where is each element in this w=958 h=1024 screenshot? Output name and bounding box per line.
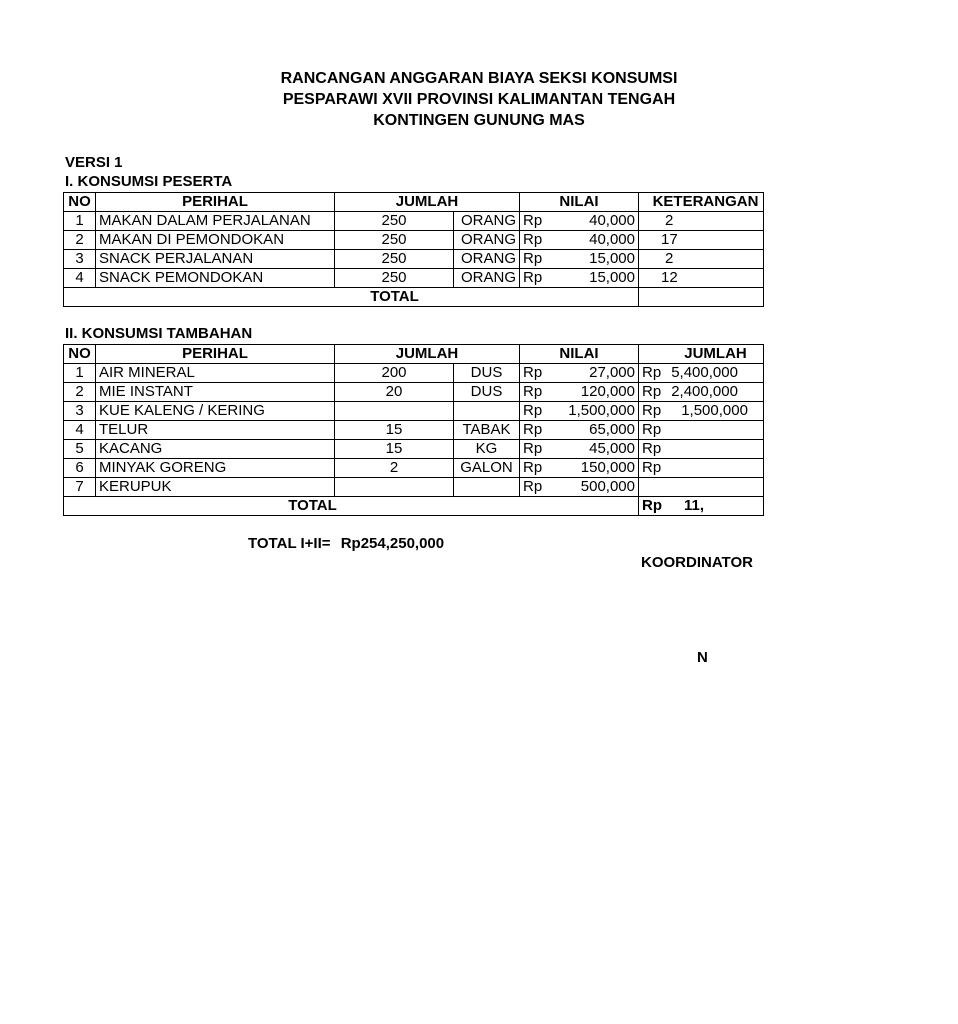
title-line-1: RANCANGAN ANGGARAN BIAYA SEKSI KONSUMSI xyxy=(280,70,678,87)
row-currency: Rp xyxy=(523,212,543,229)
row-unit: ORANG xyxy=(454,269,520,288)
row-no: 4 xyxy=(64,421,96,440)
row-keterangan: 17 xyxy=(639,231,764,250)
table-row xyxy=(64,212,764,231)
header-perihal: PERIHAL xyxy=(96,345,335,364)
row-currency: Rp xyxy=(523,364,543,381)
row-total xyxy=(639,402,764,421)
total-row xyxy=(64,497,764,516)
row-value xyxy=(520,231,639,250)
row-no: 4 xyxy=(64,269,96,288)
header-jumlah-total: JUMLAH xyxy=(639,345,764,364)
section-1-table xyxy=(63,192,764,307)
row-qty: 15 xyxy=(335,421,454,440)
row-value xyxy=(520,440,639,459)
row-total xyxy=(639,478,764,497)
row-value xyxy=(520,383,639,402)
row-value xyxy=(520,212,639,231)
row-currency: Rp xyxy=(523,440,543,457)
total-label: TOTAL xyxy=(64,497,639,516)
row-perihal: KERUPUK xyxy=(96,478,335,497)
row-perihal: MIE INSTANT xyxy=(96,383,335,402)
row-total-currency: Rp xyxy=(642,440,662,457)
row-unit: DUS xyxy=(454,383,520,402)
row-qty: 250 xyxy=(335,250,454,269)
row-keterangan: 2 xyxy=(639,212,764,231)
header-nilai: NILAI xyxy=(520,193,639,212)
row-qty xyxy=(335,402,454,421)
row-amount: 65,000 xyxy=(589,421,635,438)
row-qty: 250 xyxy=(335,212,454,231)
table-row xyxy=(64,269,764,288)
row-no: 6 xyxy=(64,459,96,478)
row-perihal: MAKAN DALAM PERJALANAN xyxy=(96,212,335,231)
row-unit: KG xyxy=(454,440,520,459)
table-row xyxy=(64,383,764,402)
table-row xyxy=(64,440,764,459)
row-qty: 250 xyxy=(335,269,454,288)
row-no: 3 xyxy=(64,402,96,421)
signature-name: N xyxy=(697,649,708,666)
header-perihal: PERIHAL xyxy=(96,193,335,212)
row-unit: ORANG xyxy=(454,250,520,269)
row-currency: Rp xyxy=(523,269,543,286)
row-qty: 200 xyxy=(335,364,454,383)
row-perihal: KACANG xyxy=(96,440,335,459)
row-amount: 15,000 xyxy=(589,269,635,286)
table-row xyxy=(64,250,764,269)
row-currency: Rp xyxy=(523,231,543,248)
row-currency: Rp xyxy=(523,478,543,495)
row-no: 7 xyxy=(64,478,96,497)
row-qty: 250 xyxy=(335,231,454,250)
grand-total-label: TOTAL I+II= xyxy=(248,535,331,552)
row-perihal: MAKAN DI PEMONDOKAN xyxy=(96,231,335,250)
header-jumlah: JUMLAH xyxy=(335,193,520,212)
row-currency: Rp xyxy=(523,459,543,476)
row-total-currency: Rp xyxy=(642,459,662,476)
row-amount: 27,000 xyxy=(589,364,635,381)
row-no: 1 xyxy=(64,212,96,231)
row-keterangan: 2 xyxy=(639,250,764,269)
title-line-2: PESPARAWI XVII PROVINSI KALIMANTAN TENGAH xyxy=(282,91,676,108)
row-amount: 45,000 xyxy=(589,440,635,457)
section-2-table-wrap xyxy=(63,344,748,516)
table-row xyxy=(64,421,764,440)
row-amount: 120,000 xyxy=(580,383,635,400)
total-amount: 11, xyxy=(684,497,705,514)
row-keterangan: 12 xyxy=(639,269,764,288)
row-unit xyxy=(454,478,520,497)
table-header-row xyxy=(64,193,764,212)
row-unit: ORANG xyxy=(454,231,520,250)
row-currency: Rp xyxy=(523,402,543,419)
row-amount: 40,000 xyxy=(589,212,635,229)
header-no: NO xyxy=(64,193,96,212)
row-total xyxy=(639,440,764,459)
total-amount-cell xyxy=(639,497,764,516)
row-no: 3 xyxy=(64,250,96,269)
row-currency: Rp xyxy=(523,250,543,267)
row-total xyxy=(639,421,764,440)
row-value xyxy=(520,269,639,288)
row-perihal: TELUR xyxy=(96,421,335,440)
row-perihal: SNACK PEMONDOKAN xyxy=(96,269,335,288)
row-no: 2 xyxy=(64,231,96,250)
header-jumlah: JUMLAH xyxy=(335,345,520,364)
total-currency: Rp xyxy=(642,497,662,514)
total-label: TOTAL xyxy=(64,288,639,307)
row-total xyxy=(639,459,764,478)
row-total-amount: 1,500,000 xyxy=(681,402,748,419)
version-label: VERSI 1 xyxy=(65,154,123,171)
row-value xyxy=(520,364,639,383)
total-row xyxy=(64,288,764,307)
coordinator-label: KOORDINATOR xyxy=(641,554,753,571)
row-value xyxy=(520,459,639,478)
total-keterangan xyxy=(639,288,764,307)
row-unit xyxy=(454,402,520,421)
section-2-heading: II. KONSUMSI TAMBAHAN xyxy=(65,325,253,342)
row-value xyxy=(520,250,639,269)
row-currency: Rp xyxy=(523,383,543,400)
row-total-currency: Rp xyxy=(642,383,662,400)
row-total-currency: Rp xyxy=(642,364,662,381)
grand-total-value: Rp254,250,000 xyxy=(340,535,445,552)
row-total-currency: Rp xyxy=(642,402,662,419)
table-header-row xyxy=(64,345,764,364)
row-amount: 1,500,000 xyxy=(568,402,635,419)
section-1-heading: I. KONSUMSI PESERTA xyxy=(65,173,233,190)
section-2-table xyxy=(63,344,764,516)
row-qty xyxy=(335,478,454,497)
row-unit: ORANG xyxy=(454,212,520,231)
row-amount: 40,000 xyxy=(589,231,635,248)
table-row xyxy=(64,364,764,383)
document-title xyxy=(0,68,958,131)
row-unit: DUS xyxy=(454,364,520,383)
section-1-table-wrap xyxy=(63,192,759,307)
row-perihal: SNACK PERJALANAN xyxy=(96,250,335,269)
row-currency: Rp xyxy=(523,421,543,438)
row-unit: TABAK xyxy=(454,421,520,440)
row-value xyxy=(520,402,639,421)
table-row xyxy=(64,459,764,478)
row-qty: 20 xyxy=(335,383,454,402)
row-total xyxy=(639,364,764,383)
header-nilai: NILAI xyxy=(520,345,639,364)
row-amount: 15,000 xyxy=(589,250,635,267)
row-total-amount: 5,400,000 xyxy=(671,364,738,381)
row-no: 1 xyxy=(64,364,96,383)
table-row xyxy=(64,478,764,497)
row-total-currency: Rp xyxy=(642,421,662,438)
header-no: NO xyxy=(64,345,96,364)
row-perihal: AIR MINERAL xyxy=(96,364,335,383)
table-row xyxy=(64,231,764,250)
table-row xyxy=(64,402,764,421)
row-total-amount: 2,400,000 xyxy=(671,383,738,400)
row-qty: 2 xyxy=(335,459,454,478)
row-value xyxy=(520,421,639,440)
header-keterangan: KETERANGAN xyxy=(639,193,764,212)
row-perihal: MINYAK GORENG xyxy=(96,459,335,478)
grand-total xyxy=(248,535,444,552)
row-qty: 15 xyxy=(335,440,454,459)
row-no: 2 xyxy=(64,383,96,402)
row-no: 5 xyxy=(64,440,96,459)
row-perihal: KUE KALENG / KERING xyxy=(96,402,335,421)
row-amount: 150,000 xyxy=(580,459,635,476)
row-total xyxy=(639,383,764,402)
row-unit: GALON xyxy=(454,459,520,478)
row-value xyxy=(520,478,639,497)
title-line-3: KONTINGEN GUNUNG MAS xyxy=(373,112,585,129)
row-amount: 500,000 xyxy=(580,478,635,495)
